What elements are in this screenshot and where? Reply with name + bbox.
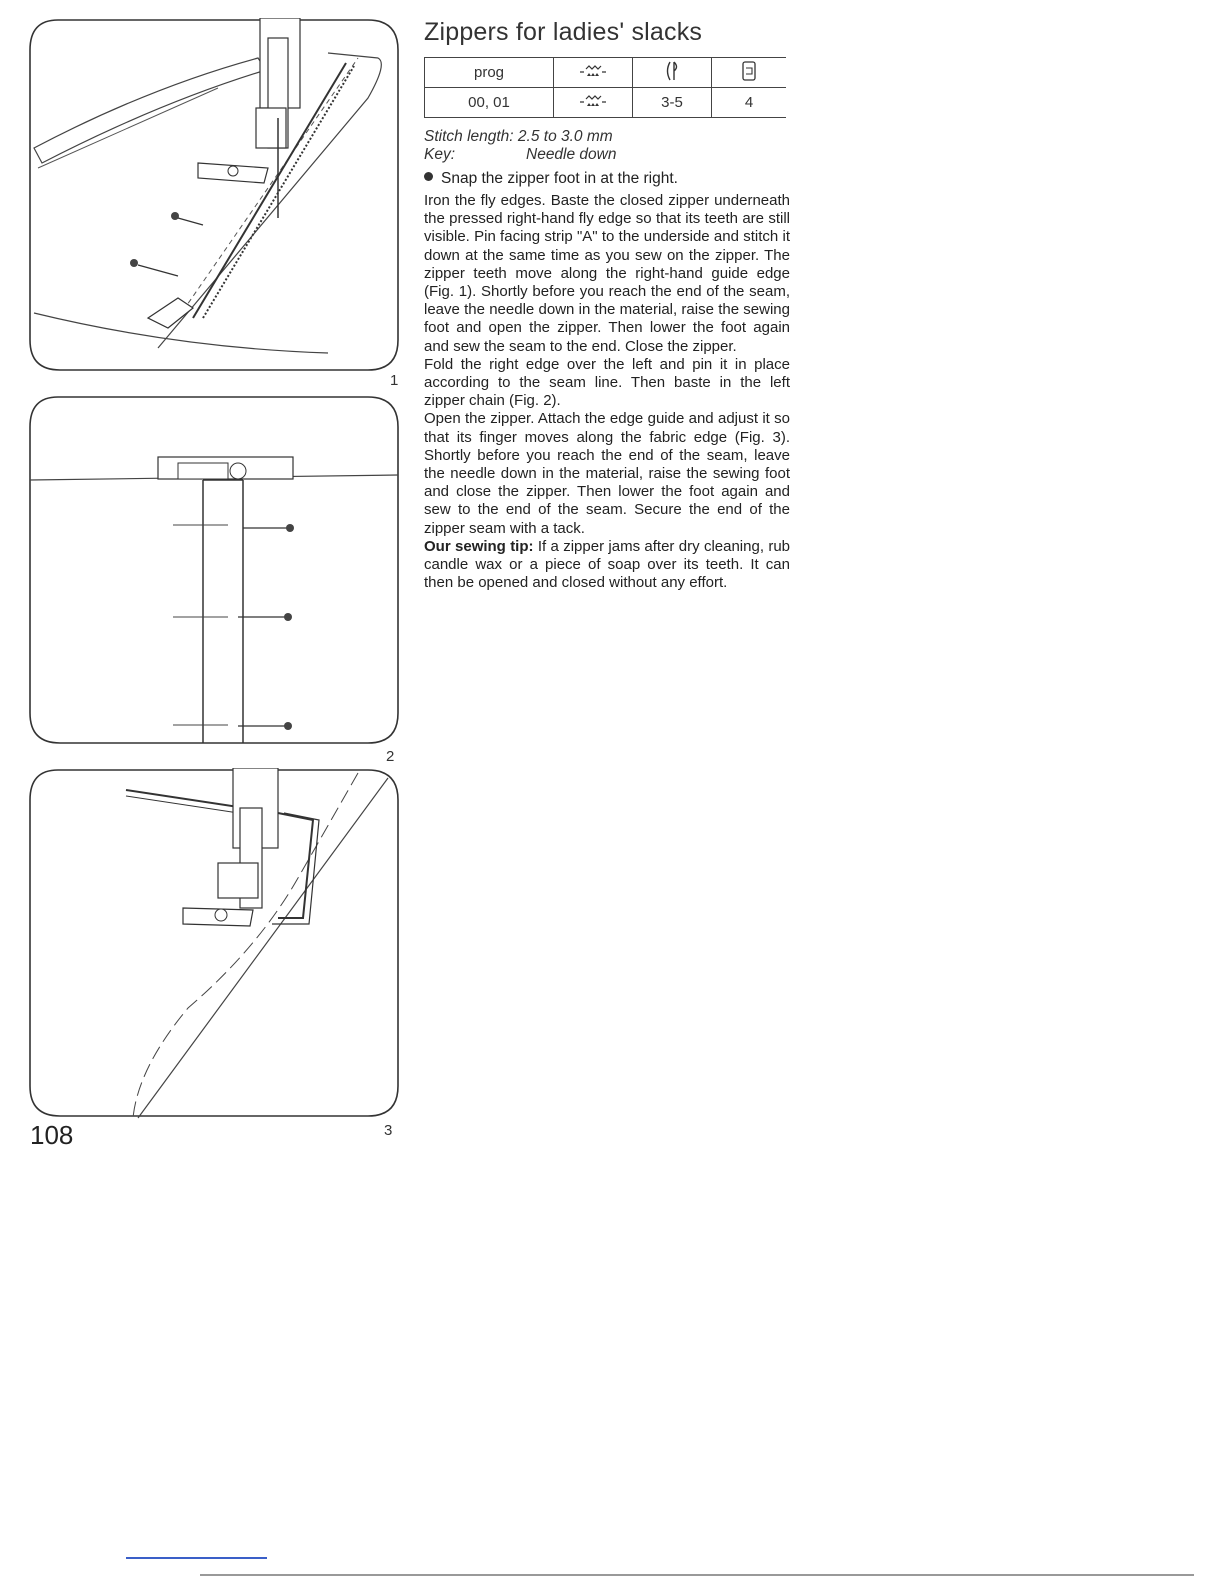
zigzag-stitch-icon: [554, 88, 633, 118]
foot-value: 4: [712, 88, 787, 118]
edge-guide-sewing-figure: [28, 768, 400, 1120]
figure-2-number: 2: [386, 748, 395, 765]
figure-1-number: 1: [390, 372, 399, 389]
page-number: 108: [30, 1120, 74, 1150]
bullet-dot-icon: [424, 172, 433, 181]
zigzag-stitch-icon: [554, 58, 633, 88]
settings-header-row: [425, 58, 787, 88]
figure-1: [28, 18, 400, 373]
instructions-column: [424, 18, 790, 592]
stitch-length-label: Stitch length:: [424, 128, 514, 145]
prog-header: prog: [425, 58, 554, 88]
presser-foot-icon: [712, 58, 787, 88]
paragraph: Open the zipper. Attach the edge guide and adjust it so that its finger moves along the fabric edge (Fig. 3). Shortly before you reach the end of the seam, leave the needle down in the material, raise the sewing foot and close the zipper. Then lower the foot again and sew to the end of the seam. Secure the end of the zipper seam with a tack.: [424, 410, 790, 537]
figure-3: [28, 768, 400, 1120]
figure-2: [28, 395, 400, 747]
body-text: [424, 192, 790, 592]
figure-3-number: 3: [384, 1122, 393, 1139]
bullet-item: [424, 170, 790, 188]
tip-label: Our sewing tip:: [424, 537, 534, 555]
stitch-length-value: 2.5 to 3.0 mm: [517, 128, 613, 145]
stitch-length-icon: [633, 58, 712, 88]
paragraph: Fold the right edge over the left and pin it in place according to the seam line. Then baste in the left zipper chain (Fig. 2).: [424, 355, 790, 410]
footer-accent-line: [126, 1557, 267, 1559]
page-title: Zippers for ladies' slacks: [424, 18, 703, 46]
paragraph: Iron the fly edges. Baste the closed zipper underneath the pressed right-hand fly edge so that its teeth are still visible. Pin facing strip "A" to the underside and stitch it down at the same time as you sew on the zipper. The zipper teeth move along the right-hand guide edge (Fig. 1). Shortly before you reach the end of the seam, leave the needle down in the material, raise the sewing foot and open the zipper. Then lower the foot again and sew the seam to the end. Close the zipper.: [424, 192, 790, 355]
length-value: 3-5: [633, 88, 712, 118]
sewing-tip: [424, 538, 790, 593]
footer-rule: [200, 1574, 1194, 1576]
settings-table: [424, 57, 786, 118]
key-line: [424, 146, 790, 164]
key-value: Needle down: [526, 146, 617, 163]
key-label: Key:: [424, 146, 456, 163]
prog-value: 00, 01: [425, 88, 554, 118]
stitch-meta: [424, 128, 790, 164]
zipper-foot-sewing-zipper-figure: [28, 18, 400, 373]
settings-values-row: [425, 88, 787, 118]
tip-text: If a zipper jams after dry cleaning, rub candle wax or a piece of soap over its teeth. It can then be opened and closed without any effort.: [424, 537, 791, 592]
bullet-text: Snap the zipper foot in at the right.: [441, 170, 678, 187]
stitch-length-line: [424, 128, 790, 146]
fly-pinned-zipper-figure: [28, 395, 400, 747]
